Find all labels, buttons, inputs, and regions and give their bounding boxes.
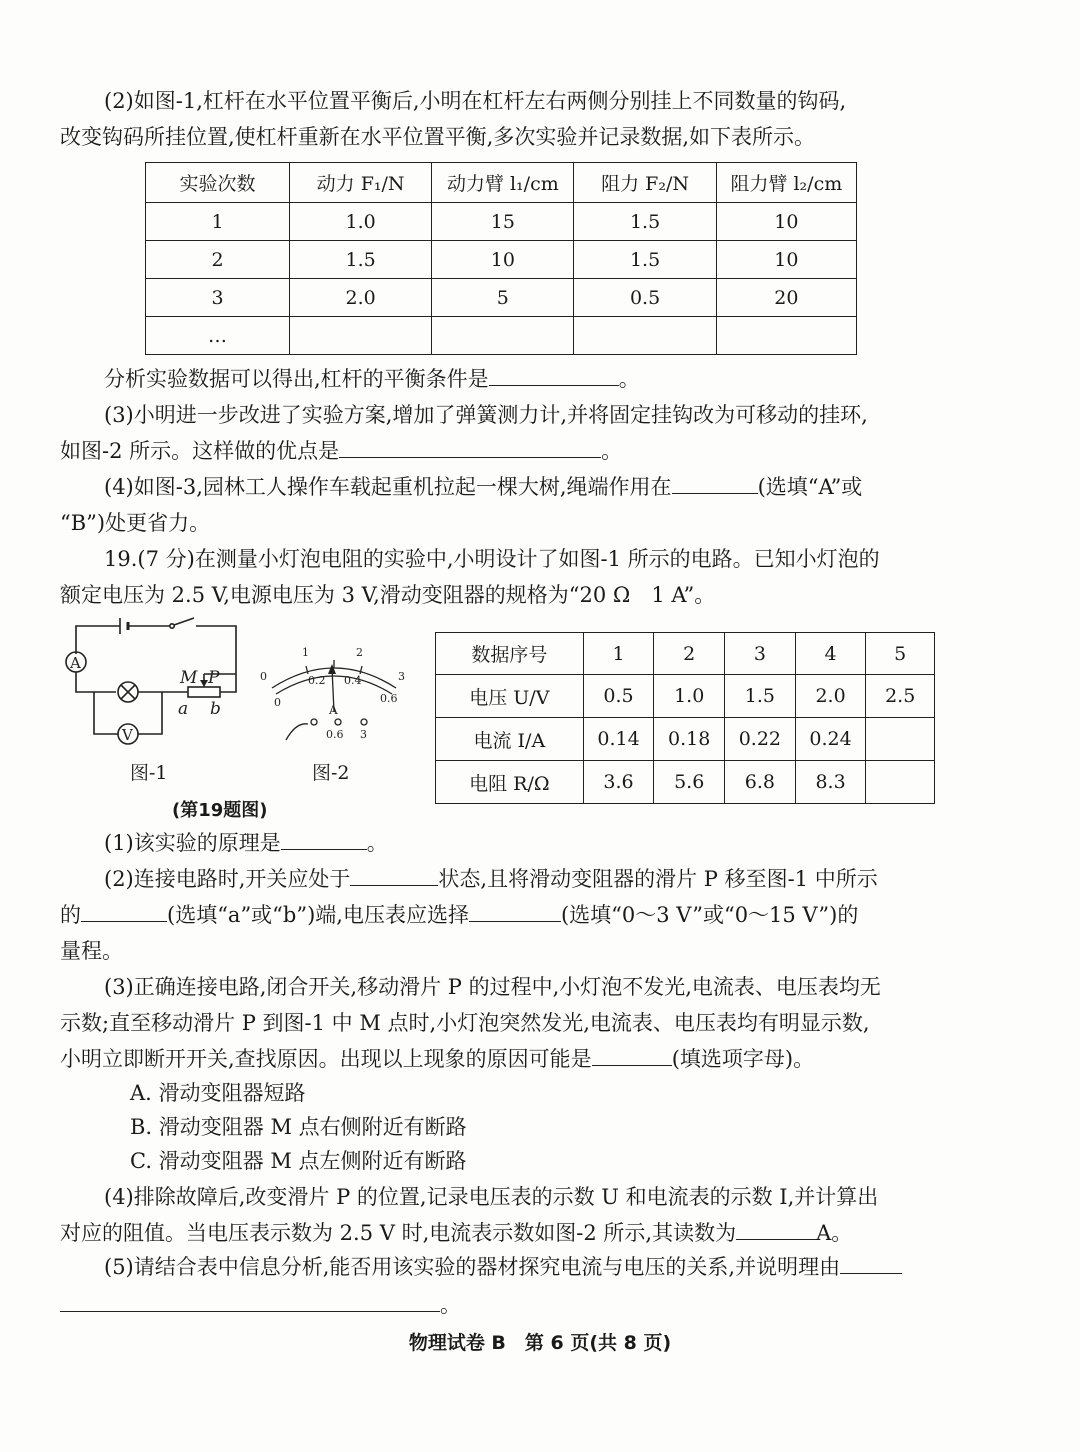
table-header: 阻力 F₂/N (574, 163, 716, 203)
q18-p4-text: (4)如图-3,园林工人操作车载起重机拉起一棵大树,绳端作用在 (104, 475, 672, 499)
terminal-06: 0.6 (326, 728, 344, 741)
q19-s2-text2: 状态,且将滑动变阻器的滑片 P 移至图-1 中所示 (438, 867, 878, 891)
answer-blank[interactable] (60, 1291, 440, 1312)
q18-p3-line1: (3)小明进一步改进了实验方案,增加了弹簧测力计,并将固定挂钩改为可移动的挂环, (104, 403, 868, 427)
table-cell: 4 (795, 633, 866, 675)
table-cell: 0.5 (574, 279, 716, 317)
page-footer: 物理试卷 B 第 6 页(共 8 页) (408, 1332, 672, 1354)
table-row (436, 633, 935, 675)
q18-analysis-end: 。 (618, 367, 640, 391)
q18-p3-line2 (60, 436, 622, 466)
q18-p3-end: 。 (601, 439, 623, 463)
q19-s3-line2: 示数;直至移动滑片 P 到图-1 中 M 点时,小灯泡突然发光,电流表、电压表均有明显示数, (60, 1011, 870, 1035)
q19-s2-text5: (选填“0～3 V”或“0～15 V”)的 (560, 903, 859, 927)
table-cell: 1.5 (725, 675, 796, 718)
table-cell: 0.22 (725, 718, 796, 761)
table-cell: 1.0 (654, 675, 725, 718)
table-row (436, 675, 935, 718)
table-row (436, 718, 935, 761)
q18-p2-line1: (2)如图-1,杠杆在水平位置平衡后,小明在杠杆左右两侧分别挂上不同数量的钩码, (104, 89, 847, 113)
table-cell: 2 (146, 241, 290, 279)
table-cell (716, 317, 856, 355)
table-cell: 电流 I/A (436, 718, 584, 761)
q18-p3-text: 如图-2 所示。这样做的优点是 (60, 439, 340, 463)
q19-s1-text: (1)该实验的原理是 (104, 831, 281, 855)
terminal-3: 3 (360, 728, 367, 741)
table-cell: 2.0 (290, 279, 432, 317)
q18-p4-line1 (104, 472, 862, 502)
table-row (146, 203, 857, 241)
q19-s1-end: 。 (366, 831, 388, 855)
table-cell: 0.18 (654, 718, 725, 761)
table-cell (290, 317, 432, 355)
q19-intro-line1: 19.(7 分)在测量小灯泡电阻的实验中,小明设计了如图-1 所示的电路。已知小灯泡的 (104, 547, 880, 571)
answer-blank[interactable] (469, 901, 561, 922)
ammeter-label: A (70, 654, 81, 672)
table-cell: 1 (583, 633, 654, 675)
answer-blank[interactable] (672, 473, 758, 494)
table-cell (866, 718, 935, 761)
q19-s2-text3: 的 (60, 903, 81, 927)
table-cell: 电压 U/V (436, 675, 584, 718)
table-cell: 10 (716, 203, 856, 241)
table-cell: 5 (432, 279, 574, 317)
q19-s4-line1: (4)排除故障后,改变滑片 P 的位置,记录电压表的示数 U 和电流表的示数 I,并计算出 (104, 1185, 879, 1209)
table-cell: 1.5 (290, 241, 432, 279)
table-cell: 5 (866, 633, 935, 675)
ammeter-dial (256, 640, 412, 748)
scale-end-right: 3 (398, 670, 405, 683)
q19-s3-end: (填选项字母)。 (671, 1047, 815, 1071)
q19-s2-line1 (104, 864, 878, 894)
table-cell: 2 (654, 633, 725, 675)
lamp-data-table (435, 632, 935, 804)
answer-blank[interactable] (736, 1219, 816, 1240)
label-a: a (178, 699, 189, 719)
table-cell: 10 (432, 241, 574, 279)
option-b: B. 滑动变阻器 M 点右侧附近有断路 (130, 1115, 467, 1139)
q18-p2-line2: 改变钩码所挂位置,使杠杆重新在水平位置平衡,多次实验并记录数据,如下表所示。 (60, 125, 816, 149)
scale-bottom-0: 0 (274, 696, 281, 709)
table-header: 实验次数 (146, 163, 290, 203)
scale-top-2: 2 (356, 646, 363, 659)
table-cell (574, 317, 716, 355)
q19-intro-line2: 额定电压为 2.5 V,电源电压为 3 V,滑动变阻器的规格为“20 Ω 1 A”。 (60, 583, 716, 607)
fig2-caption: 图-2 (312, 762, 350, 784)
table-cell: 1.5 (574, 203, 716, 241)
answer-blank[interactable] (840, 1253, 902, 1274)
table-row (436, 761, 935, 804)
answer-blank[interactable] (350, 865, 438, 886)
q19-s2-line2 (60, 900, 858, 930)
q19-s4-text: 对应的阻值。当电压表示数为 2.5 V 时,电流表示数如图-2 所示,其读数为 (60, 1221, 737, 1245)
label-p: P (208, 668, 220, 688)
q19-s3-line3 (60, 1044, 814, 1074)
table-cell: 10 (716, 241, 856, 279)
q19-s4-line2 (60, 1218, 852, 1248)
table-cell: 2.0 (795, 675, 866, 718)
table-cell: 数据序号 (436, 633, 584, 675)
scale-bottom-04: 0.4 (344, 674, 362, 687)
figure-title: (第19题图) (172, 800, 268, 821)
voltmeter-label: V (122, 726, 133, 744)
table-cell: 2.5 (866, 675, 935, 718)
fig1-caption: 图-1 (130, 762, 168, 784)
table-header: 动力臂 l₁/cm (432, 163, 574, 203)
q18-p4-choice: (选填“A”或 (757, 475, 863, 499)
q19-s5-line2 (60, 1290, 461, 1320)
table-cell: 0.24 (795, 718, 866, 761)
table-header: 动力 F₁/N (290, 163, 432, 203)
q19-s5-end: 。 (440, 1293, 461, 1317)
q19-s5-line1 (104, 1252, 902, 1282)
answer-blank[interactable] (592, 1045, 672, 1066)
q19-s3-line1: (3)正确连接电路,闭合开关,移动滑片 P 的过程中,小灯泡不发光,电流表、电压表均无 (104, 975, 881, 999)
q19-s2-text: (2)连接电路时,开关应处于 (104, 867, 351, 891)
table-cell: 3.6 (583, 761, 654, 804)
table-cell: 5.6 (654, 761, 725, 804)
q19-s2-text4: (选填“a”或“b”)端,电压表应选择 (167, 903, 469, 927)
q19-s4-end: A。 (816, 1221, 853, 1245)
table-cell: 0.14 (583, 718, 654, 761)
table-cell: 1 (146, 203, 290, 241)
scale-end-left: 0 (260, 670, 267, 683)
table-cell: 1.5 (574, 241, 716, 279)
unit-label: A (329, 703, 338, 717)
q19-s2-line3: 量程。 (60, 939, 123, 963)
table-cell (866, 761, 935, 804)
answer-blank[interactable] (339, 437, 601, 458)
q18-analysis (104, 364, 640, 394)
table-cell: 6.8 (725, 761, 796, 804)
label-m: M (180, 668, 198, 688)
option-c: C. 滑动变阻器 M 点左侧附近有断路 (130, 1149, 467, 1173)
table-cell: 15 (432, 203, 574, 241)
table-cell: … (146, 317, 290, 355)
lever-data-table (145, 162, 857, 355)
table-cell: 电阻 R/Ω (436, 761, 584, 804)
label-b: b (210, 699, 221, 719)
table-row (146, 317, 857, 355)
table-cell (432, 317, 574, 355)
table-row (146, 241, 857, 279)
circuit-diagram (58, 616, 248, 752)
scale-bottom-06: 0.6 (380, 692, 398, 705)
answer-blank[interactable] (489, 365, 619, 386)
scale-bottom-02: 0.2 (308, 674, 326, 687)
q18-p4-line2: “B”)处更省力。 (60, 511, 211, 535)
q19-s1 (104, 828, 388, 858)
q19-s5-text: (5)请结合表中信息分析,能否用该实验的器材探究电流与电压的关系,并说明理由 (104, 1255, 841, 1279)
scale-top-1: 1 (302, 646, 309, 659)
table-cell: 3 (725, 633, 796, 675)
table-cell: 3 (146, 279, 290, 317)
table-row (146, 279, 857, 317)
table-cell: 20 (716, 279, 856, 317)
q19-s3-text: 小明立即断开开关,查找原因。出现以上现象的原因可能是 (60, 1047, 592, 1071)
table-cell: 0.5 (583, 675, 654, 718)
q18-analysis-text: 分析实验数据可以得出,杠杆的平衡条件是 (104, 367, 489, 391)
table-cell: 8.3 (795, 761, 866, 804)
table-cell: 1.0 (290, 203, 432, 241)
option-a: A. 滑动变阻器短路 (130, 1081, 306, 1105)
answer-blank[interactable] (281, 829, 367, 850)
table-header: 阻力臂 l₂/cm (716, 163, 856, 203)
answer-blank[interactable] (81, 901, 167, 922)
